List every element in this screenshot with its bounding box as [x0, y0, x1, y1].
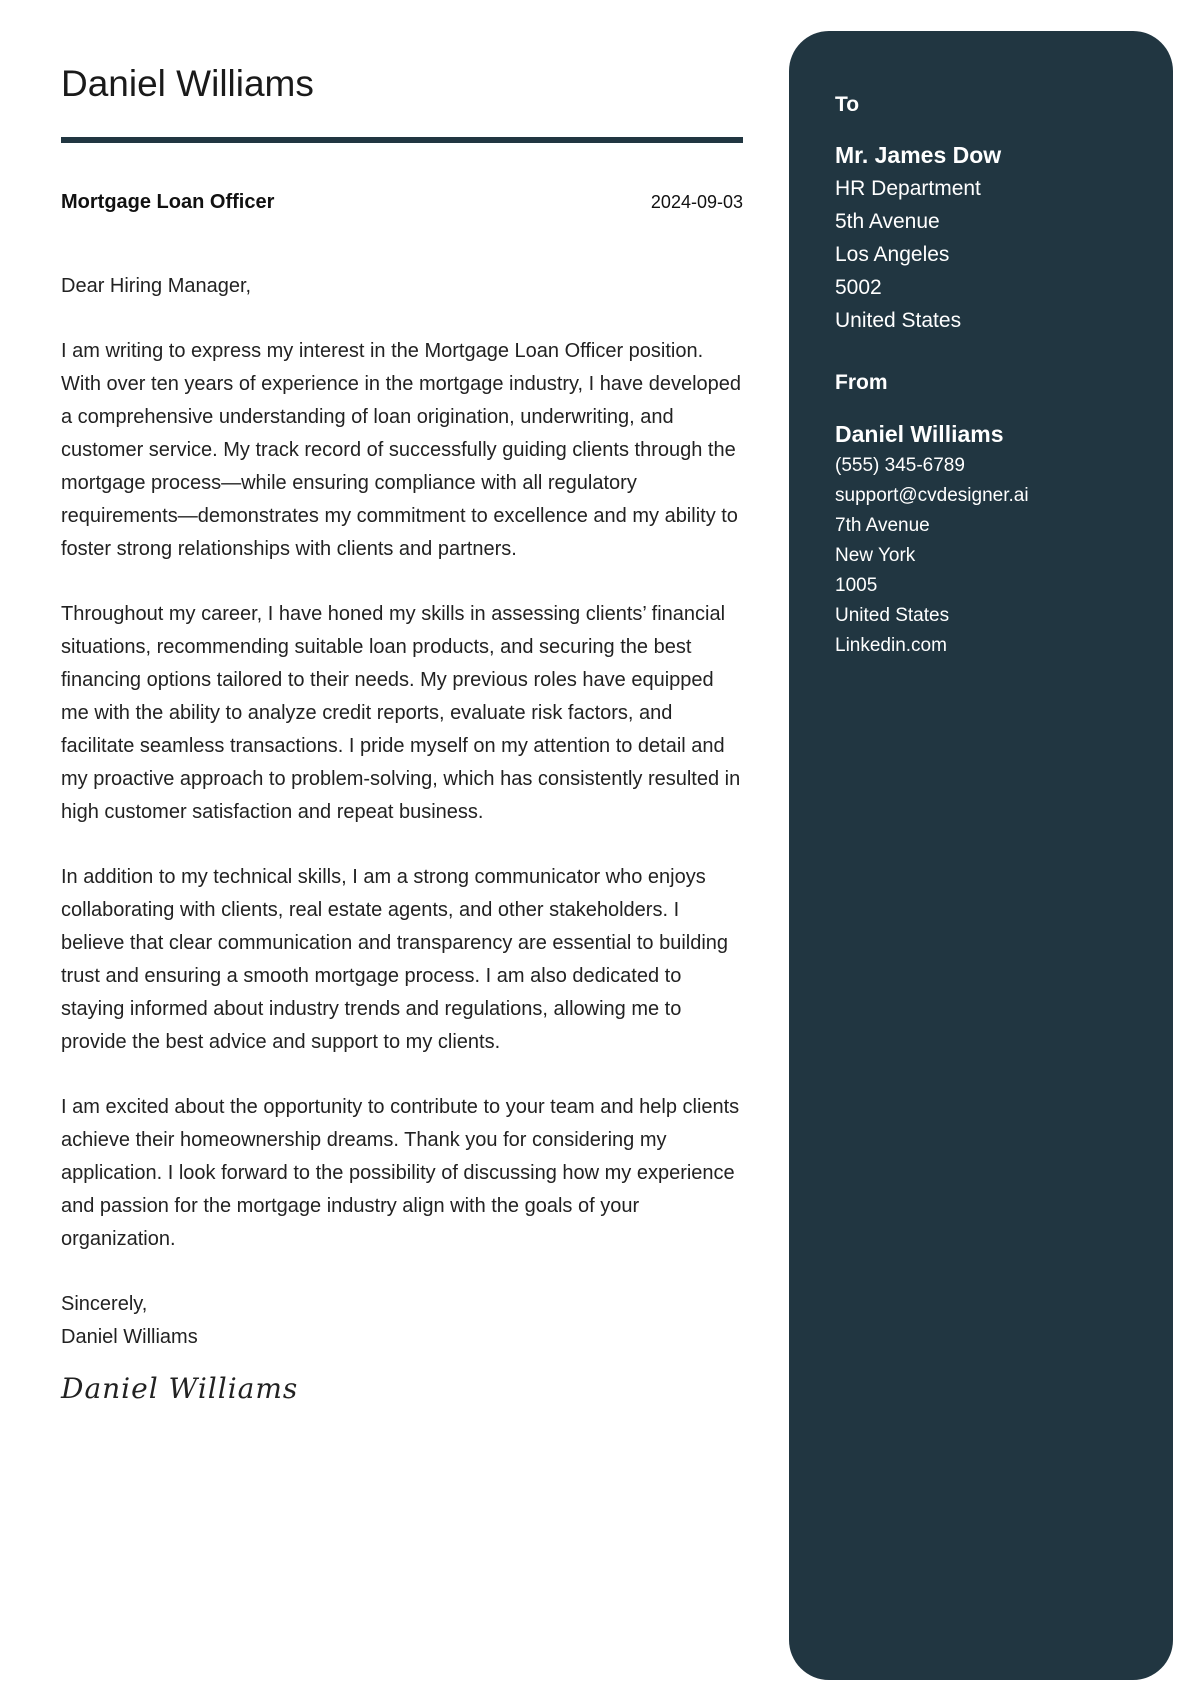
from-block — [835, 371, 1173, 661]
to-heading: To — [835, 93, 860, 116]
closing-text: Sincerely, — [61, 1293, 148, 1316]
position-title: Mortgage Loan Officer — [61, 191, 275, 214]
sender-city: New York — [835, 545, 916, 566]
letter-main — [61, 62, 743, 1405]
signature: Daniel Williams — [61, 1372, 299, 1406]
letter-date: 2024-09-03 — [650, 192, 743, 213]
header-divider — [61, 137, 743, 143]
body-paragraph-2: Throughout my career, I have honed my skills in assessing clients’ financial situations, recommending suitable loan products, and securing the best financing options tailored to their needs. My previous roles have equipped me with the ability to analyze credit reports, evaluate risk factors, and facilitate seamless transactions. I pride myself on my attention to detail and my proactive approach to problem-solving, which has consistently resulted in high customer satisfaction and repeat business. — [61, 603, 741, 824]
recipient-block — [835, 139, 1173, 337]
body-paragraph-1: I am writing to express my interest in the Mortgage Loan Officer position. With over ten years of experience in the mortgage industry, I have developed a comprehensive understanding of loan origination, underwriting, and customer service. My track record of successfully guiding clients through the mortgage process—while ensuring compliance with all regulatory requirements—demonstrates my commitment to excellence and my ability to foster strong relationships with clients and partners. — [61, 340, 742, 561]
sender-postal-code: 1005 — [835, 575, 878, 596]
sidebar-content — [789, 31, 1173, 661]
recipient-name: Mr. James Dow — [835, 142, 1002, 168]
closing-name: Daniel Williams — [61, 1326, 198, 1349]
contact-sidebar — [789, 31, 1173, 1680]
sender-country: United States — [835, 605, 950, 626]
page-title: Daniel Williams — [61, 63, 314, 104]
letter-body — [61, 270, 743, 1256]
from-heading: From — [835, 371, 888, 394]
letter-meta — [61, 191, 743, 214]
body-paragraph-4: I am excited about the opportunity to contribute to your team and help clients achieve their homeownership dreams. Thank you for considering my application. I look forward to the possibility of discussing how my experience and passion for the mortgage industry align with the goals of your organization. — [61, 1096, 740, 1251]
salutation: Dear Hiring Manager, — [61, 275, 252, 298]
recipient-department: HR Department — [835, 177, 981, 200]
sender-phone: (555) 345-6789 — [835, 455, 965, 476]
sender-street: 7th Avenue — [835, 515, 930, 536]
body-paragraph-3: In addition to my technical skills, I am a strong communicator who enjoys collaborating with clients, real estate agents, and other stakeholders. I believe that clear communication and transparency are essential to building trust and ensuring a smooth mortgage process. I am also dedicated to staying informed about industry trends and regulations, allowing me to provide the best advice and support to my clients. — [61, 866, 729, 1054]
recipient-street: 5th Avenue — [835, 210, 940, 233]
sender-website: Linkedin.com — [835, 635, 947, 656]
recipient-city: Los Angeles — [835, 243, 950, 266]
recipient-postal-code: 5002 — [835, 276, 882, 299]
closing-block — [61, 1288, 743, 1354]
recipient-country: United States — [835, 309, 962, 332]
sender-email: support@cvdesigner.ai — [835, 485, 1029, 506]
sender-name: Daniel Williams — [835, 421, 1004, 447]
